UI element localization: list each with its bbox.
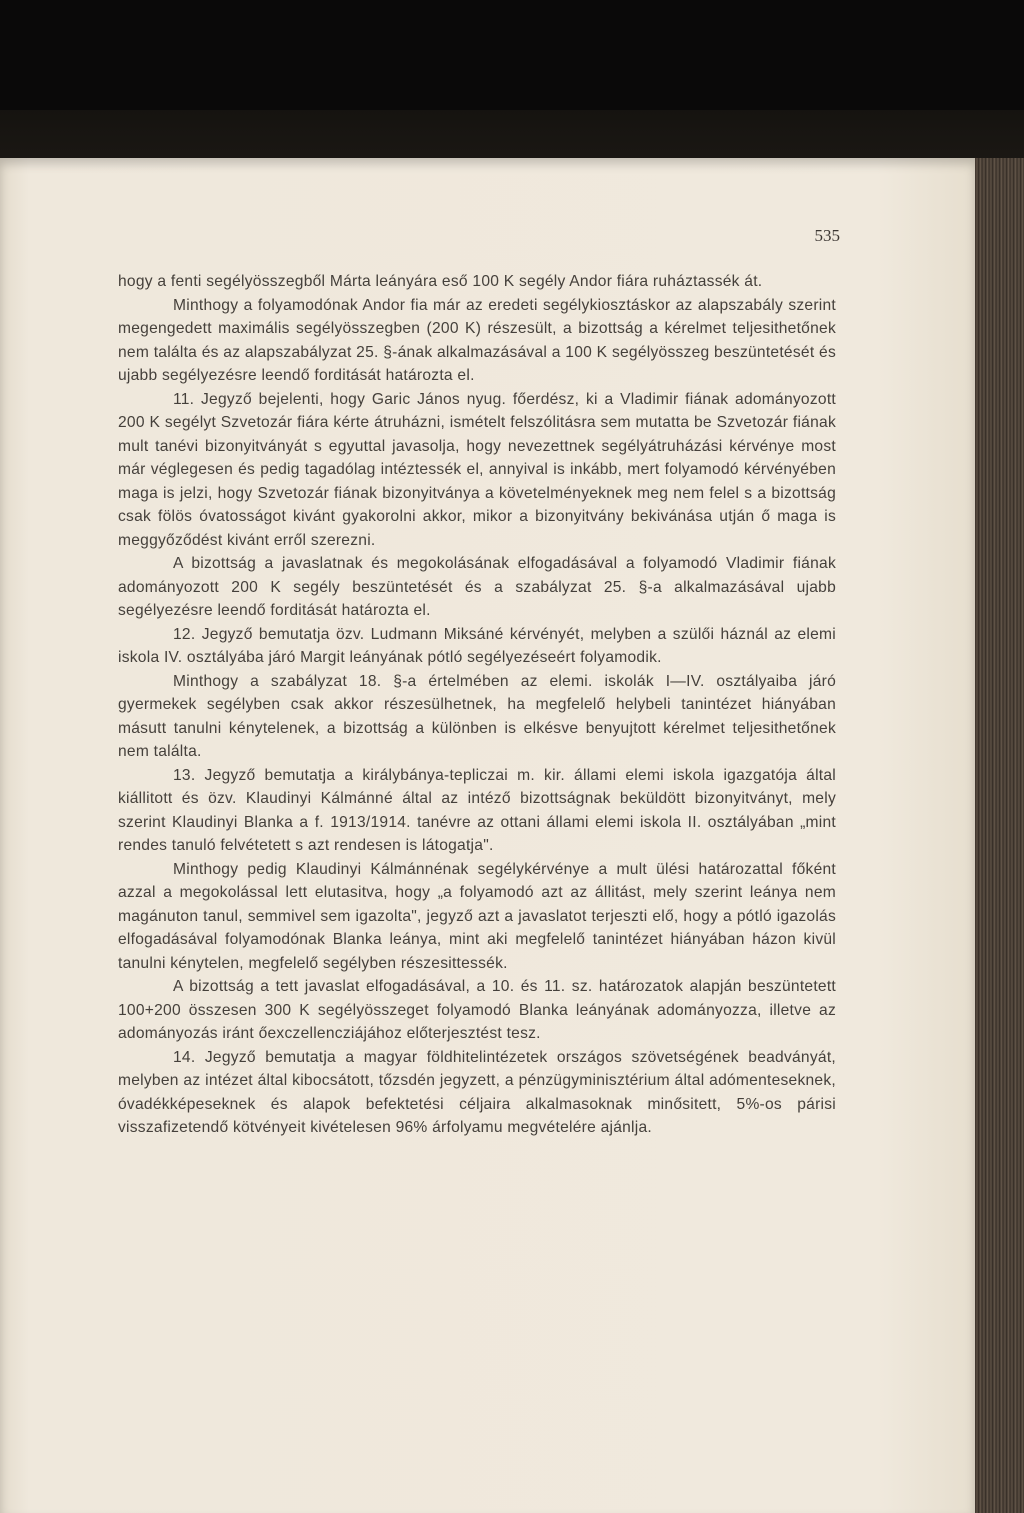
paragraph-8: Minthogy pedig Klaudinyi Kálmánnénak segélykérvénye a mult ülési határozattal főként azzal a megokolással lett elutasitva, hogy „a folyamodó azt az állitást, mely szerint leánya nem magánuton tanul, semmivel sem igazolta", jegyző azt a javaslatot terjeszti elő, hogy a pótló igazolás elfogadásával folyamodónak Blanka leánya, mint aki megfelelő tanintézet hiányában házon kivül tanulni kénytelen, megfelelő segélyben részesittessék. [118, 860, 836, 972]
paragraph-4: A bizottság a javaslatnak és megokolásának elfogadásával a folyamodó Vladimir fiának adományozott 200 K segély beszüntetését és a szabályzat 25. §-a alkalmazásával ujabb segélyezésre leendő forditását határozta el. [118, 555, 836, 619]
book-page-edges [975, 158, 1024, 1513]
paragraph-2: Minthogy a folyamodónak Andor fia már az eredeti segélykiosztáskor az alapszabály szerint megengedett maximális segélyösszegben (200 K) részesült, a bizottság a kérelmet teljesithetőnek nem találta és az alapszabályzat 25. §-ának alkalmazásával a 100 K segélyösszeg beszüntetését és ujabb segélyezésre leendő forditását határozta el. [118, 296, 836, 384]
paragraph-10: 14. Jegyző bemutatja a magyar földhitelintézetek országos szövetségének beadványát, melyben az intézet által kibocsátott, tőzsdén jegyzett, a pénzügyminisztérium által adómenteseknek, óvadékképeseknek és alapok befektetési céljaira alkalmasoknak minősitett, 5%-os párisi visszafizetendő kötvényeit kivételesen 96% árfolyamu megvételére ajánlja. [118, 1048, 836, 1136]
paragraph-9: A bizottság a tett javaslat elfogadásával, a 10. és 11. sz. határozatok alapján beszüntetett 100+200 összesen 300 K segélyösszeget folyamodó Blanka leányának adományozza, illetve az adományozás iránt őexczellencziájához előterjesztést tesz. [118, 978, 836, 1042]
paragraph-6: Minthogy a szabályzat 18. §-a értelmében az elemi. iskolák I—IV. osztályaiba járó gyermekek segélyben csak akkor részesülhetnek, ha megfelelő helybeli tanintézet hiányában másutt tanulni kénytelenek, a bizottság a különben is elkésve benyujtott kérelmet teljesithetőnek nem találta. [118, 672, 836, 760]
paragraph-7: 13. Jegyző bemutatja a királybánya-tepliczai m. kir. állami elemi iskola igazgatója által kiállitott és özv. Klaudinyi Kálmánné által az intéző bizottságnak beküldött bizonyitványt, mely szerint Klaudinyi Blanka a f. 1913/1914. tanévre az ottani állami elemi iskola II. osztályában „mint rendes tanuló felvétetett s azt rendesen is látogatja". [118, 766, 836, 854]
paragraph-1: hogy a fenti segélyösszegből Márta leányára eső 100 K segély Andor fiára ruháztassék át. [118, 273, 763, 290]
page-body-text [118, 270, 836, 1140]
paragraph-3: 11. Jegyző bejelenti, hogy Garic János nyug. főerdész, ki a Vladimir fiának adományozott 200 K segélyt Szvetozár fiára kérte átruházni, ismételt felszólitásra sem mutatta be Szvetozár fiának mult tanévi bizonyitványát s egyuttal javasolja, hogy nevezettnek segélyátruházási kérvénye most már véglegesen és pedig tagadólag intéztessék el, annyival is inkább, mert folyamodó kérvényében maga is jelzi, hogy Szvetozár fiának bizonyitványa a követelményeknek meg nem felel s a bizottság csak fölös óvatosságot kivánt gyakorolni akkor, mikor a bizonyitvány bekivánása utján ő maga is meggyőződést kivánt erről szerezni. [118, 390, 836, 549]
page-number: 535 [814, 226, 840, 245]
scan-dark-band [0, 0, 1024, 110]
paragraph-5: 12. Jegyző bemutatja özv. Ludmann Miksáné kérvényét, melyben a szülői háznál az elemi iskola IV. osztályába járó Margit leányának pótló segélyezéseért folyamodik. [118, 625, 836, 666]
